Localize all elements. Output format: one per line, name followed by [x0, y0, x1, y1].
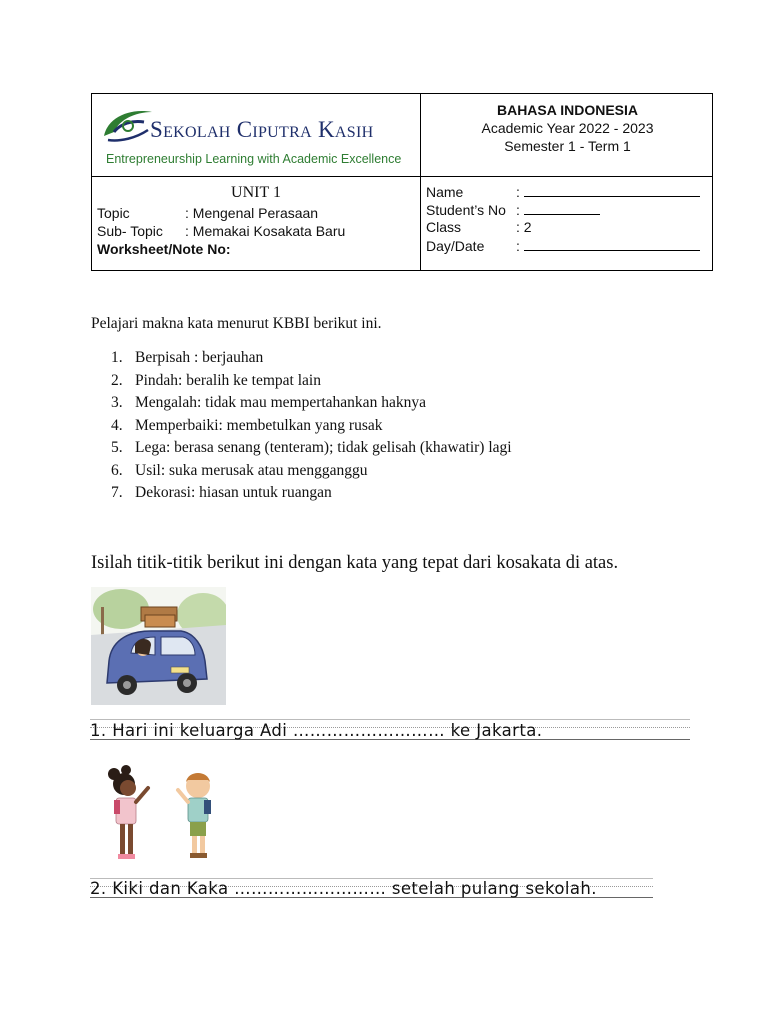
list-item: 4. Memperbaiki: membetulkan yang rusak	[111, 416, 383, 434]
writing-guide-top	[90, 719, 690, 720]
subtopic-value: : Memakai Kosakata Baru	[185, 223, 346, 239]
academic-year: Academic Year 2022 - 2023	[481, 120, 654, 136]
unit-block	[92, 177, 420, 271]
name-label: Name	[426, 184, 464, 200]
question-2: 2. Kiki dan Kaka ……………………… setelah pulang sekolah.	[90, 879, 597, 898]
semester-term: Semester 1 - Term 1	[504, 138, 631, 154]
daydate-field[interactable]	[524, 237, 700, 251]
topic-value: : Mengenal Perasaan	[185, 205, 319, 221]
school-tagline: Entrepreneurship Learning with Academic Excellence	[106, 152, 402, 166]
name-row: Name :	[426, 183, 700, 201]
student-no-field[interactable]	[524, 201, 600, 215]
name-field[interactable]	[524, 183, 700, 197]
exercise-instruction: Isilah titik-titik berikut ini dengan kata yang tepat dari kosakata di atas.	[91, 553, 619, 573]
school-name: Sekolah Ciputra Kasih	[150, 117, 374, 142]
daydate-row: Day/Date :	[426, 237, 700, 255]
car-illustration	[91, 587, 226, 705]
list-item: 2. Pindah: beralih ke tempat lain	[111, 371, 321, 389]
worksheet-header	[91, 93, 713, 271]
topic-row	[97, 205, 318, 221]
list-item: 6. Usil: suka merusak atau mengganggu	[111, 461, 368, 479]
subtopic-label: Sub- Topic	[97, 223, 163, 239]
student-no-row: Student’s No :	[426, 201, 600, 219]
school-logo	[98, 102, 418, 170]
list-item: 3. Mengalah: tidak mau mempertahankan haknya	[111, 394, 426, 411]
vocab-list	[111, 347, 512, 505]
list-item: 7. Dekorasi: hiasan untuk ruangan	[111, 484, 332, 501]
children-waving-illustration	[100, 764, 230, 864]
class-label: Class	[426, 219, 462, 235]
subtopic-row	[97, 223, 345, 239]
subject-title: BAHASA INDONESIA	[496, 102, 639, 118]
class-value: : 2	[516, 219, 532, 235]
vocab-intro: Pelajari makna kata menurut KBBI berikut ini.	[91, 315, 382, 332]
school-emblem-icon	[98, 102, 158, 148]
topic-label: Topic	[97, 205, 130, 221]
worksheet-number-label: Worksheet/Note No:	[97, 241, 231, 257]
list-item: 1. Berpisah : berjauhan	[111, 349, 264, 366]
student-no-label: Student’s No	[426, 202, 506, 218]
subject-block	[421, 94, 714, 176]
question-1: 1. Hari ini keluarga Adi ……………………… ke Jakarta.	[90, 721, 543, 740]
list-item: 5. Lega: berasa senang (tenteram); tidak gelisah (khawatir) lagi	[111, 439, 512, 456]
unit-title: UNIT 1	[231, 184, 281, 201]
daydate-label: Day/Date	[426, 238, 485, 254]
class-row	[426, 219, 532, 237]
